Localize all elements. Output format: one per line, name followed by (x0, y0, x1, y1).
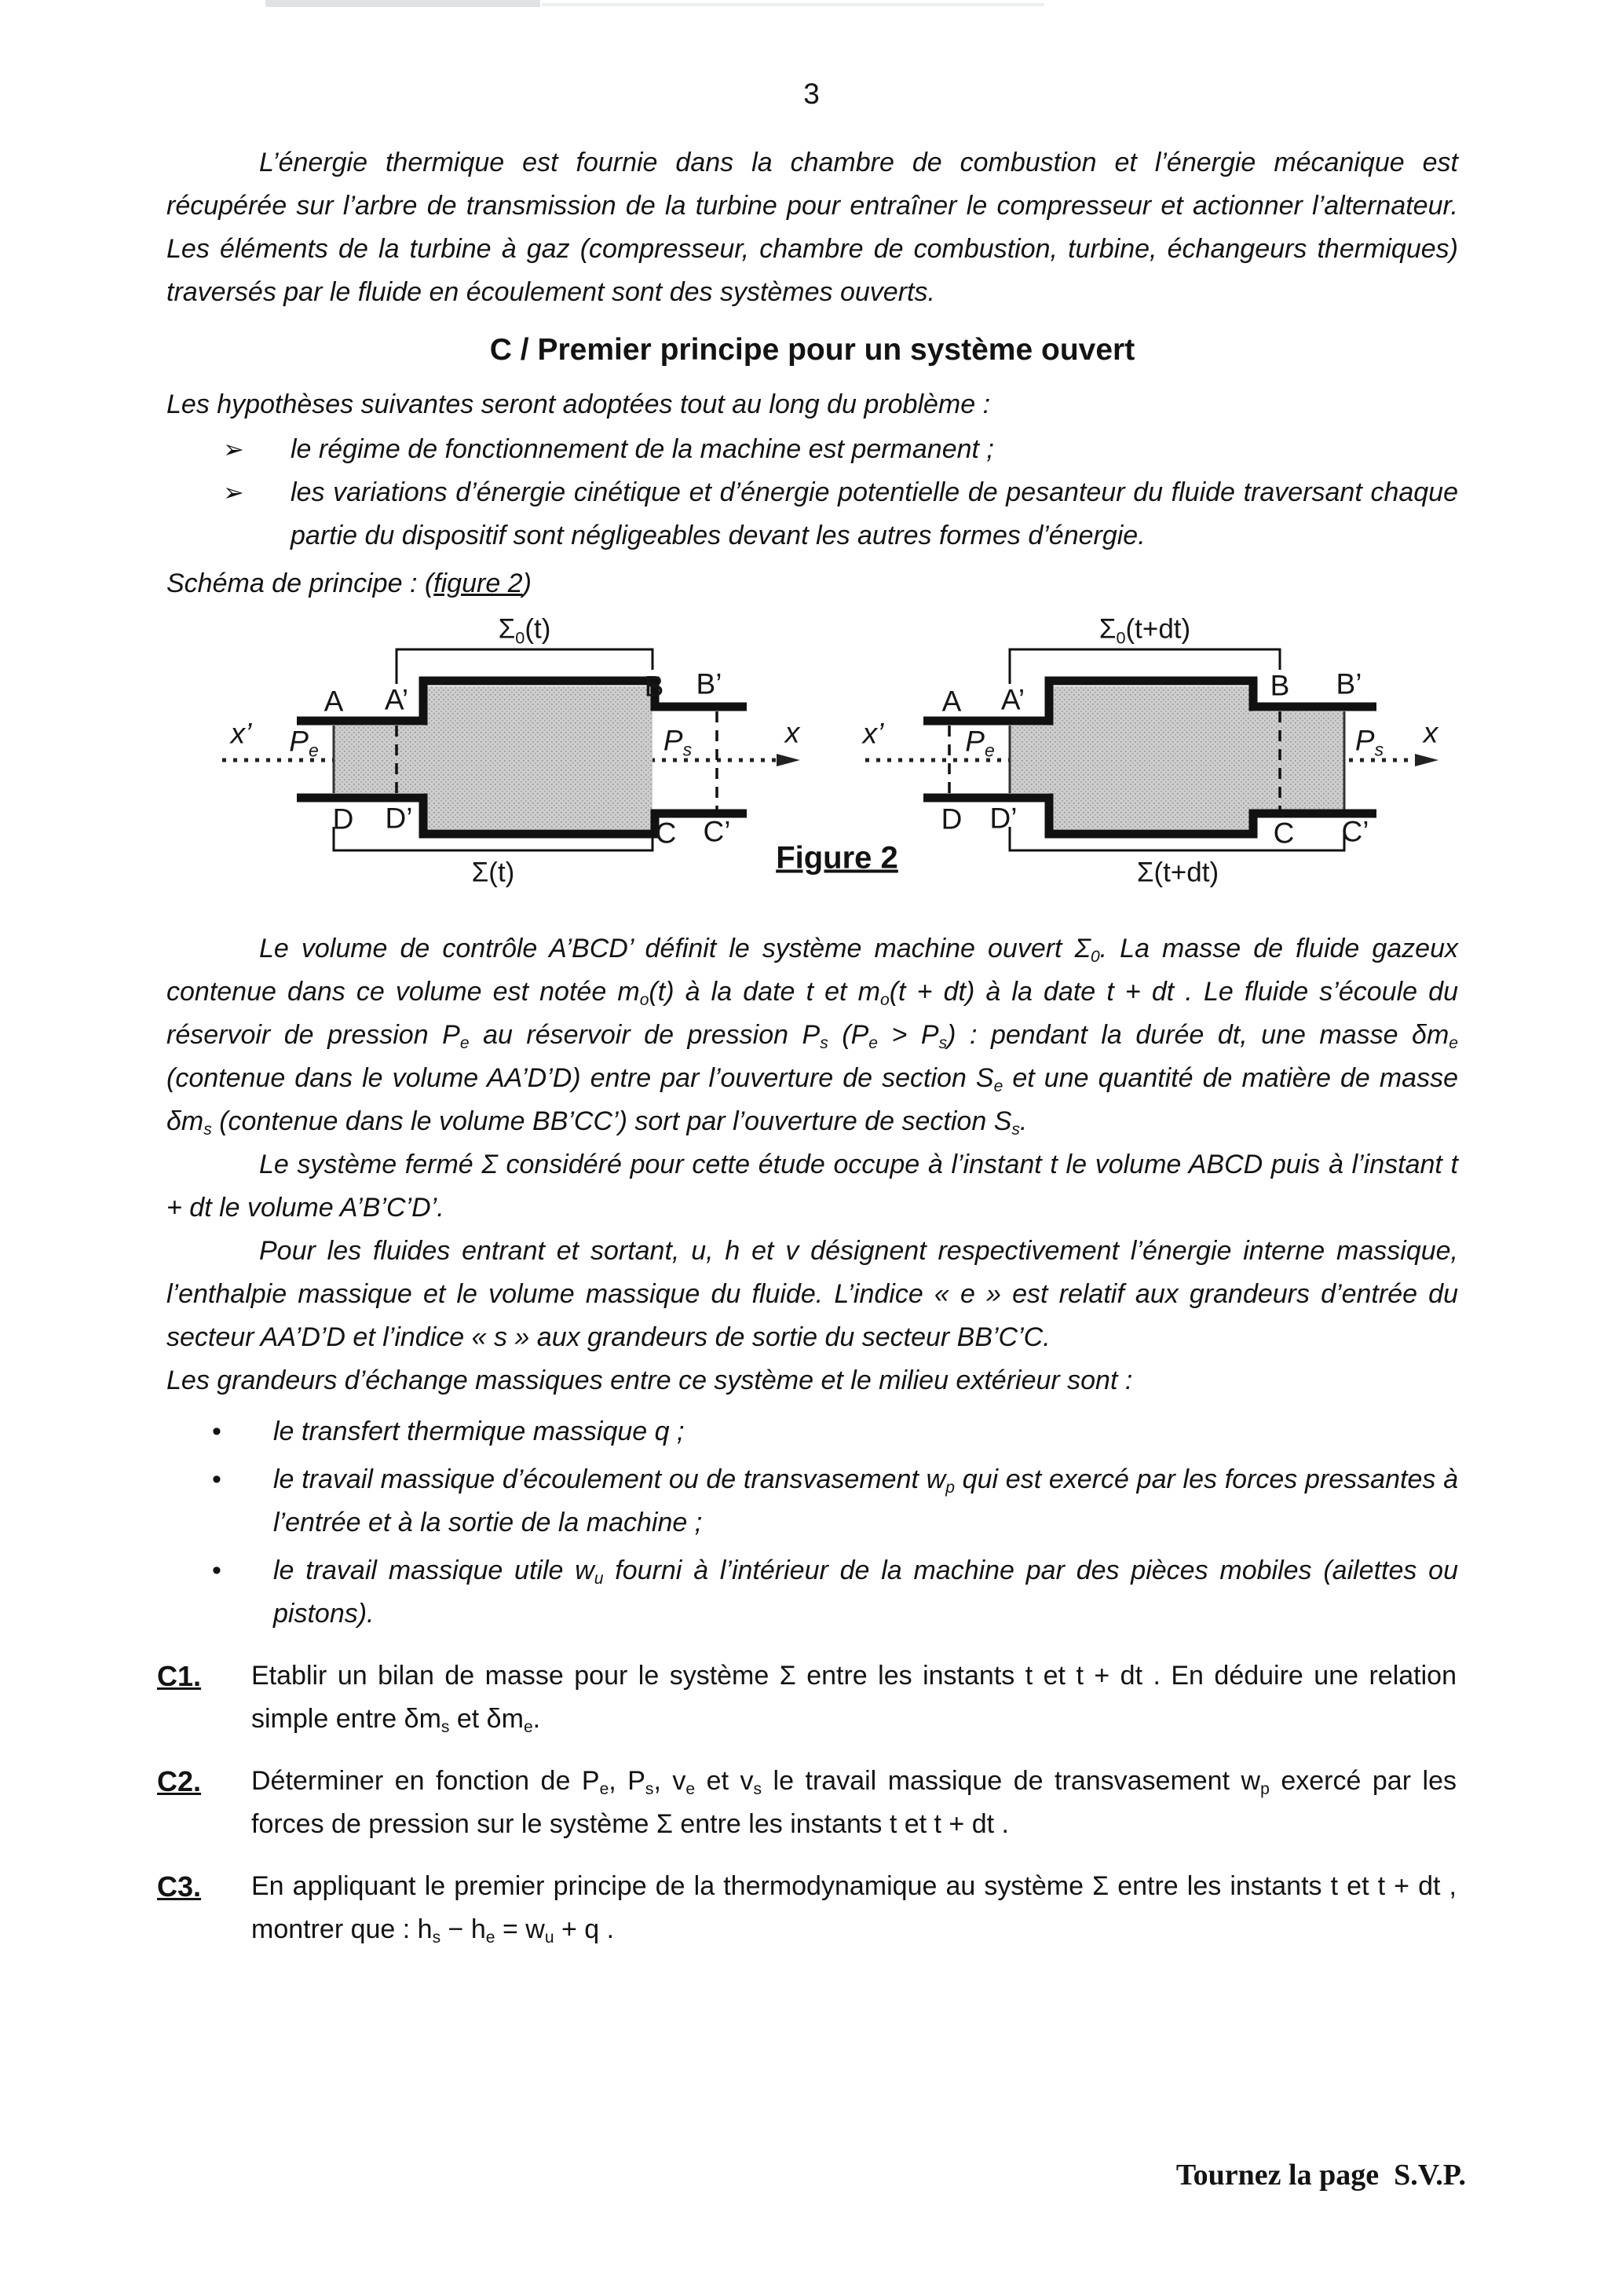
list-item-text: les variations d’énergie cinétique et d’énergie potentielle de pesanteur du fluide traversant chaque partie du dispositif sont négligeables devant les autres formes d’énergie. (291, 477, 1458, 550)
label-pressure-inlet: $P_e$ (965, 725, 995, 761)
list-item (166, 428, 1458, 471)
hypotheses-list (166, 428, 1458, 558)
diagram-system-at-t (207, 613, 827, 927)
label-sigma-t: Σ(t) (471, 857, 515, 888)
point-label-D-prime: D’ (989, 802, 1018, 835)
paragraph-fluids: Pour les fluides entrant et sortant, u, h et v désignent respectivement l’énergie interne massique, l’enthalpie massique et le volume massique du fluide. L’indice « e » est relatif aux grandeurs d’entrée du secteur AA’D’D et l’indice « s » aux grandeurs de sortie du secteur BB’C’C. (166, 1236, 1458, 1352)
section-heading: C / Premier principe pour un système ouvert (489, 333, 1135, 367)
paragraph-control-volume: Le volume de contrôle A’BCD’ définit le système machine ouvert $\Sigma_0$. La masse de fluide gazeux contenue dans ce volume est notée $m_o(t)$ à la date t et $m_o(t + dt)$ à la date t + dt . Le fluide s’écoule du réservoir de pression $P_e$ au réservoir de pression $P_s$ $(P_e > P_s)$ : pendant la durée dt, une masse $\delta m_e$ (contenue dans le volume AA’D’D) entre par l’ouverture de section $S_e$ et une quantité de matière de masse $\delta m_s$ (contenue dans le volume BB’CC’) sort par l’ouverture de section $S_s$. (166, 934, 1459, 1139)
point-label-B-prime: B’ (1336, 667, 1362, 700)
list-item (166, 1410, 1458, 1453)
schema-caption-prefix: Schéma de principe : ( (166, 569, 434, 598)
arrow-bullet-icon: ➢ (223, 478, 244, 506)
point-label-A: A (324, 685, 344, 718)
dot-bullet-icon: • (212, 1417, 221, 1446)
list-item (166, 471, 1458, 558)
point-label-A-prime: A’ (384, 683, 409, 716)
schema-caption-suffix: ) (522, 569, 532, 598)
label-sigma0-t-dt: $\Sigma_0(t+dt)$ (1098, 613, 1191, 647)
point-label-C: C (655, 817, 677, 850)
scan-artifact (265, 0, 540, 7)
dot-bullet-icon: • (212, 1464, 221, 1494)
question-C2 (157, 1760, 1457, 1846)
x-axis-arrowhead (777, 754, 800, 766)
label-x: x (1423, 716, 1438, 749)
hypotheses-intro: Les hypothèses suivantes seront adoptées tout au long du problème : (166, 389, 991, 419)
dot-bullet-icon: • (212, 1556, 221, 1585)
list-item (166, 1458, 1458, 1545)
list-item-text: le travail massique utile $w_u$ fourni à l’intérieur de la machine par des pièces mobiles (ailettes ou pistons). (273, 1556, 1458, 1629)
label-x-prime: x’ (862, 717, 884, 750)
page-number: 3 (803, 78, 820, 110)
label-sigma-t-dt: Σ(t+dt) (1136, 857, 1219, 888)
label-x-prime: x’ (230, 717, 252, 750)
point-label-C: C (1273, 817, 1295, 850)
label-pressure-inlet: $P_e$ (289, 725, 319, 761)
point-label-B: B (1270, 669, 1290, 702)
question-label: C1. (157, 1660, 202, 1692)
figure-2 (0, 613, 1623, 927)
label-pressure-outlet: $P_s$ (663, 724, 693, 760)
label-x: x (784, 716, 800, 749)
question-text: Etablir un bilan de masse pour le système Σ entre les instants t et t + dt . En déduire une relation simple entre $\delta m_s$ et $\delta m_e$. (251, 1661, 1457, 1737)
point-label-D: D (332, 803, 354, 835)
list-item-text: le travail massique d’écoulement ou de transvasement $w_p$ qui est exercé par les forces pressantes à l’entrée et à la sortie de la machine ; (273, 1464, 1458, 1537)
machine-diagram-svg (207, 613, 827, 927)
point-label-D-prime: D’ (385, 802, 413, 835)
label-pressure-outlet: $P_s$ (1354, 724, 1384, 760)
fluid-shaded-region (334, 683, 652, 829)
list-item-text: le régime de fonctionnement de la machine est permanent ; (291, 434, 994, 464)
point-label-D: D (941, 803, 963, 835)
point-label-A-prime: A’ (1000, 683, 1025, 716)
figure-caption: Figure 2 (776, 840, 898, 876)
arrow-bullet-icon: ➢ (223, 435, 244, 463)
point-label-C-prime: C’ (1341, 815, 1369, 848)
question-label: C2. (157, 1765, 202, 1797)
question-label: C3. (157, 1870, 202, 1903)
figure-2-reference: figure 2 (433, 569, 523, 598)
point-label-C-prime: C’ (703, 815, 731, 848)
list-item (166, 1549, 1458, 1636)
diagram-system-at-t-plus-dt (856, 613, 1570, 927)
list-item-text: le transfert thermique massique q ; (273, 1417, 685, 1446)
point-label-B: B (644, 670, 664, 703)
scan-artifact-2 (542, 3, 1044, 6)
label-sigma0-t: $\Sigma_0(t)$ (498, 613, 551, 647)
question-C3 (157, 1865, 1457, 1951)
schema-caption (166, 562, 1458, 605)
question-text: Déterminer en fonction de $P_e$, $P_s$, $v_e$ et $v_s$ le travail massique de transvasement $w_p$ exercé par les forces de pression sur le système Σ entre les instants t et t + dt . (251, 1766, 1457, 1839)
point-label-B-prime: B’ (696, 667, 722, 700)
paragraph-closed-system: Le système fermé Σ considéré pour cette étude occupe à l’instant t le volume ABCD puis à l’instant t + dt le volume A’B’C’D’. (166, 1150, 1458, 1223)
point-label-A: A (941, 685, 962, 718)
x-axis-arrowhead (1415, 754, 1438, 766)
question-text: En appliquant le premier principe de la thermodynamique au système Σ entre les instants t et t + dt , montrer que : $h_s - h_e = w_u + q$ . (251, 1871, 1457, 1947)
intro-paragraph: L’énergie thermique est fournie dans la chambre de combustion et l’énergie mécanique est récupérée sur l’arbre de transmission de la turbine pour entraîner le compresseur et actionner l’alternateur. Les éléments de la turbine à gaz (compresseur, chambre de combustion, turbine, échangeurs thermiques) traversés par le fluide en écoulement sont des systèmes ouverts. (166, 148, 1458, 307)
question-C1 (157, 1654, 1457, 1741)
exchange-list (166, 1410, 1458, 1636)
turn-page-notice: Tournez la page S.V.P. (1175, 2159, 1466, 2192)
paragraph-exchange-intro: Les grandeurs d’échange massiques entre ce système et le milieu extérieur sont : (166, 1366, 1133, 1395)
